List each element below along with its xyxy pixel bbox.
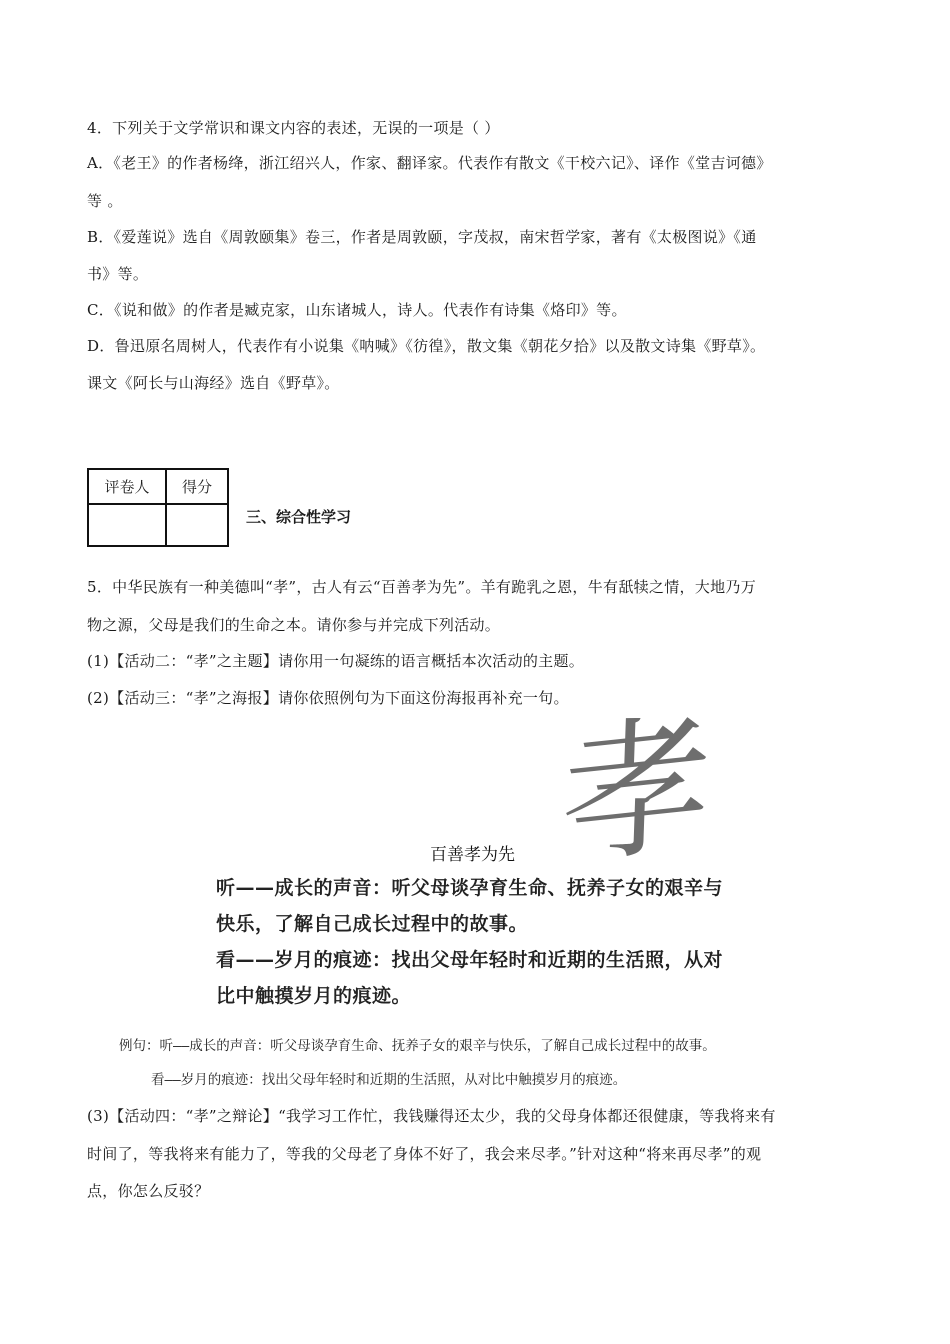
- q4-option-a-line1: A．《老王》的作者杨绛，浙江绍兴人，作家、翻译家。代表作有散文《干校六记》、译作《堂吉诃德》: [87, 154, 772, 172]
- q5-sub2: (2)【活动三：“孝”之海报】请你依照例句为下面这份海报再补充一句。: [87, 689, 569, 707]
- section-title: 三、综合性学习: [246, 508, 352, 526]
- example-line-1: 例句：听——成长的声音：听父母谈孕育生命、抚养子女的艰辛与快乐，了解自己成长过程中的故事。: [119, 1038, 716, 1054]
- example-line-2: 看——岁月的痕迹：找出父母年轻时和近期的生活照，从对比中触摸岁月的痕迹。: [151, 1072, 627, 1088]
- q4-option-b-line2: 书》等。: [87, 265, 149, 283]
- q4-option-d-line2: 课文《阿长与山海经》选自《野草》。: [87, 374, 340, 392]
- poster-line-2: 快乐，了解自己成长过程中的故事。: [216, 913, 529, 935]
- score-table-grader-cell[interactable]: [88, 504, 166, 546]
- score-table-grader-header: 评卷人: [88, 469, 166, 504]
- poster-line-1: 听——成长的声音：听父母谈孕育生命、抚养子女的艰辛与: [216, 877, 724, 899]
- poster-title: 百善孝为先: [430, 845, 515, 865]
- q4-option-d-line1: D．鲁迅原名周树人，代表作有小说集《呐喊》《彷徨》，散文集《朝花夕拾》以及散文诗集《野草》。: [87, 337, 766, 355]
- score-table-score-cell[interactable]: [166, 504, 228, 546]
- q5-sub3-line1: (3)【活动四：“孝”之辩论】“我学习工作忙，我钱赚得还太少，我的父母身体都还很健康，等我将来有: [87, 1107, 776, 1125]
- score-table-score-header: 得分: [166, 469, 228, 504]
- q5-sub3-line3: 点，你怎么反驳？: [87, 1182, 210, 1200]
- q4-option-a-line2: 等 。: [87, 192, 123, 210]
- score-table: [87, 468, 229, 547]
- q4-stem: 4．下列关于文学常识和课文内容的表述，无误的一项是（ ）: [87, 119, 500, 137]
- poster-line-3: 看——岁月的痕迹：找出父母年轻时和近期的生活照，从对: [216, 949, 724, 971]
- poster-image: [200, 696, 760, 1018]
- q5-sub1: (1)【活动二：“孝”之主题】请你用一句凝练的语言概括本次活动的主题。: [87, 652, 585, 670]
- q5-stem-line2: 物之源，父母是我们的生命之本。请你参与并完成下列活动。: [87, 616, 501, 634]
- q4-option-b-line1: B．《爱莲说》选自《周敦颐集》卷三，作者是周敦颐，字茂叔，南宋哲学家，著有《太极图说》《通: [87, 228, 757, 246]
- q5-sub3-line2: 时间了，等我将来有能力了，等我的父母老了身体不好了，我会来尽孝。”针对这种“将来再尽孝”的观: [87, 1145, 762, 1163]
- q5-stem-line1: 5．中华民族有一种美德叫“孝”，古人有云“百善孝为先”。羊有跪乳之恩，牛有舐犊之情，大地乃万: [87, 578, 757, 596]
- q4-option-c: C．《说和做》的作者是臧克家，山东诸城人，诗人。代表作有诗集《烙印》等。: [87, 301, 627, 319]
- poster-line-4: 比中触摸岁月的痕迹。: [216, 985, 412, 1007]
- poster-calligraphy-glyph: 孝: [559, 696, 715, 888]
